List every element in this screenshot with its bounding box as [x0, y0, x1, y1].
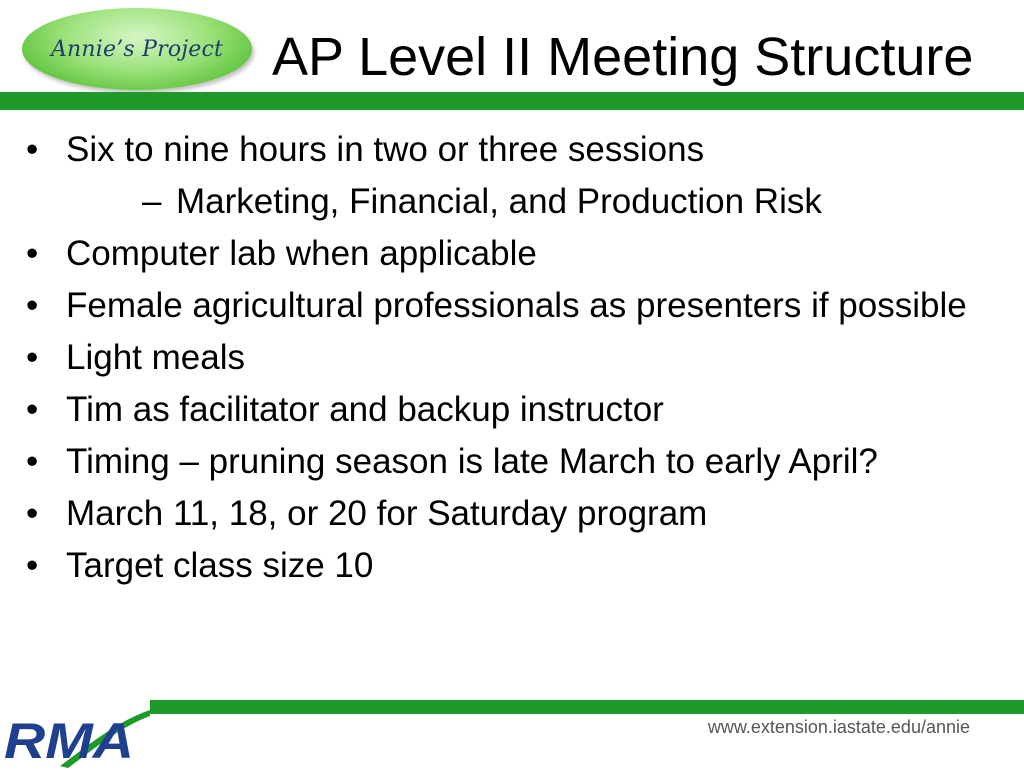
bullet-item — [0, 440, 1024, 483]
rma-logo-text: RMA — [4, 713, 134, 768]
footer-divider-bar — [0, 700, 1024, 714]
bullet-item — [0, 544, 1024, 587]
bullet-list — [0, 128, 1024, 596]
bullet-text: Computer lab when applicable — [66, 234, 537, 273]
header-divider-bar — [0, 92, 1024, 110]
sub-bullet-text: Marketing, Financial, and Production Risk — [176, 182, 822, 221]
annies-project-logo-text: Annie’s Project — [50, 36, 224, 62]
bullet-dot-icon: • — [26, 234, 39, 273]
bullet-dot-icon: • — [26, 286, 39, 325]
bullet-text: Six to nine hours in two or three sessions — [66, 130, 705, 169]
bullet-text: Light meals — [66, 338, 245, 377]
bullet-dot-icon: • — [26, 442, 39, 481]
rma-logo-graphic — [0, 700, 150, 768]
rma-logo — [0, 700, 150, 768]
bullet-dot-icon: • — [26, 494, 39, 533]
bullet-text: Female agricultural professionals as presenters if possible — [66, 286, 967, 325]
bullet-item — [0, 232, 1024, 275]
bullet-item — [0, 128, 1024, 223]
sub-bullet-item — [66, 180, 984, 223]
bullet-dot-icon: • — [26, 338, 39, 377]
bullet-item — [0, 492, 1024, 535]
bullet-item — [0, 336, 1024, 379]
bullet-dot-icon: • — [26, 546, 39, 585]
sub-bullet-dash-icon: – — [142, 182, 162, 221]
bullet-text: Target class size 10 — [66, 546, 374, 585]
bullet-item — [0, 284, 1024, 327]
bullet-text: Tim as facilitator and backup instructor — [66, 390, 664, 429]
bullet-dot-icon: • — [26, 130, 39, 169]
bullet-dot-icon: • — [26, 390, 39, 429]
bullet-text: March 11, 18, or 20 for Saturday program — [66, 494, 708, 533]
bullet-text: Timing – pruning season is late March to early April? — [66, 442, 878, 481]
slide-title: AP Level II Meeting Structure — [272, 27, 974, 87]
footer-url: www.extension.iastate.edu/annie — [707, 717, 970, 737]
annies-project-logo — [22, 8, 252, 90]
bullet-item — [0, 388, 1024, 431]
